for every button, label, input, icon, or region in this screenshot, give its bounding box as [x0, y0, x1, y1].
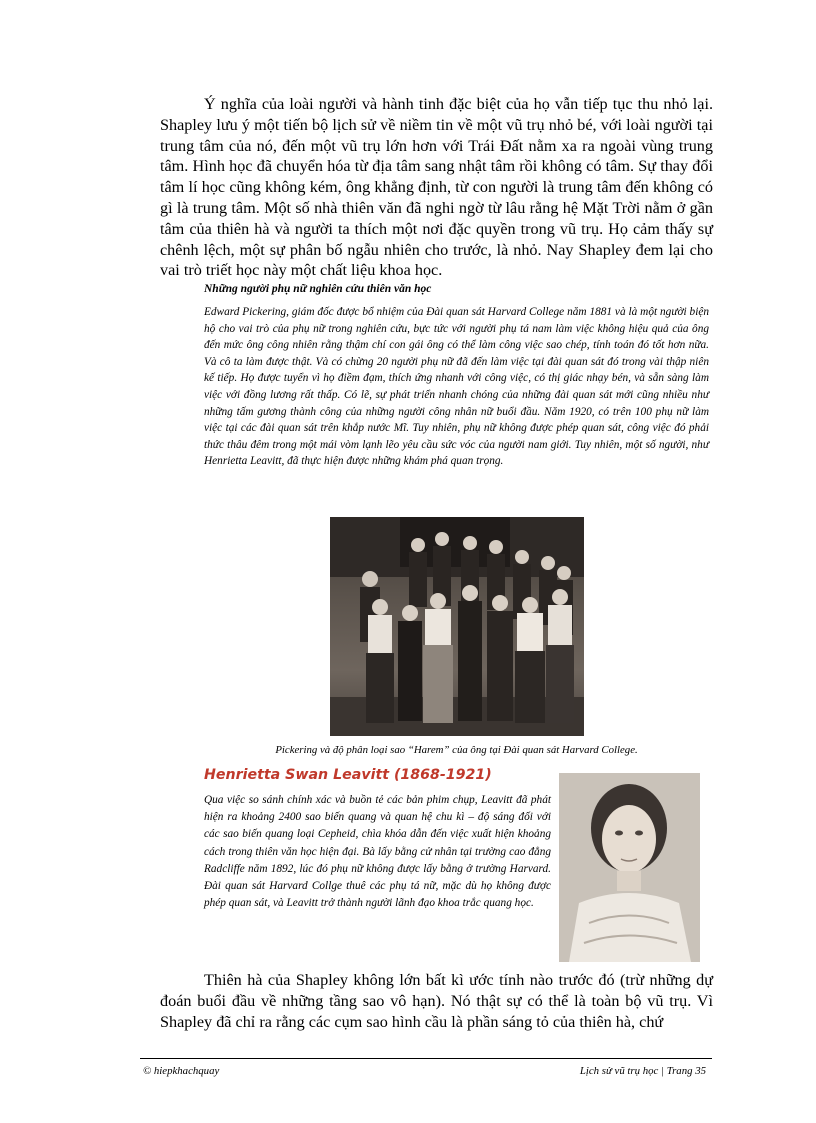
sidebar-title: Những người phụ nữ nghiên cứu thiên văn học	[204, 283, 432, 295]
sidebar-text: Edward Pickering, giám đốc được bổ nhiệm của Đài quan sát Harvard College năm 1881 và là một người biện hộ cho vai trò của phụ nữ trong nghiên cứu, bực tức với người phụ tá nam làm việc không hiệu quả của ông đến mức ông công nhiên rằng thậm chí con gái ông có thể làm công việc sao chép, tính toán đó tốt hơn nữa. Và cô ta làm được thật. Và có chừng 20 người phụ nữ đã đến làm việc tại đài quan sát đó trong vài thập niên kế tiếp. Họ được tuyển vì họ điềm đạm, thích ứng nhanh với công việc, có thị giác nhạy bén, và sẵn sàng làm việc với đồng lương rất thấp. Có lẽ, sự phát triển nhanh chóng của những đài quan sát mới cũng nhiều như những tấm gương thành công của những người công nhân nữ buổi đầu. Năm 1920, có trên 100 phụ nữ làm việc tại các đài quan sát trên khắp nước Mĩ. Tuy nhiên, phụ nữ không được phép quan sát, công việc đó phải thức thâu đêm trong một mái vòm lạnh lẽo yêu cầu sức vóc của người nam giới. Tuy nhiên, một số người, như Henrietta Leavitt, đã thực hiện được những khám phá quan trọng.	[204, 306, 709, 468]
photo-caption: Pickering và độ phân loại sao “Harem” của ông tại Đài quan sát Harvard College.	[275, 744, 638, 756]
portrait-image	[559, 773, 700, 962]
body-paragraph-2: Thiên hà của Shapley không lớn bất kì ước tính nào trước đó (trừ những dự đoán buổi đầu về những tầng sao vô hạn). Nó thật sự có thể là toàn bộ vũ trụ. Vì Shapley đã chỉ ra rằng các cụm sao hình cầu là phần sáng tỏ của thiên hà, chứ	[160, 971, 713, 1031]
footer-divider	[140, 1058, 712, 1059]
footer-copyright: © hiepkhachquay	[143, 1065, 220, 1077]
group-photo	[330, 517, 584, 736]
portrait-photo	[559, 773, 700, 962]
bio-text: Qua việc so sánh chính xác và buồn tẻ các bản phim chụp, Leavitt đã phát hiện ra khoảng 2400 sao biến quang và quan hệ chu kì – độ sáng đối với các sao biến quang loại Cepheid, chìa khóa dẫn đến việc xuất hiện khoảng cách trong thiên văn học hiện đại. Bà lấy bằng cử nhân tại trường cao đẳng Radcliffe năm 1892, lúc đó phụ nữ không được lấy bằng ở trường Harvard. Đài quan sát Harvard Collge thuê các phụ tá nữ, mặc dù họ không được phép quan sát, và Leavitt trở thành người lãnh đạo khoa trắc quang học.	[204, 794, 551, 910]
bio-heading: Henrietta Swan Leavitt (1868-1921)	[204, 767, 492, 783]
group-photo-image	[330, 517, 584, 736]
body-paragraph-1: Ý nghĩa của loài người và hành tinh đặc biệt của họ vẫn tiếp tục thu nhỏ lại. Shapley lưu ý một tiến bộ lịch sử về niềm tin về một vũ trụ nhỏ bé, với loài người tại trung tâm của nó, đến một vũ trụ lớn hơn với Trái Đất nằm xa ra ngoài vùng trung tâm. Hình học đã chuyển hóa từ địa tâm sang nhật tâm rồi không có tâm. Sự thay đổi tâm lí học cũng không kém, ông khẳng định, từ con người là trung tâm đến không có gì là trung tâm. Một số nhà thiên văn đã nghi ngờ từ lâu rằng hệ Mặt Trời nằm ở gần tâm của thiên hà và người ta thích một nơi đặc quyền trong vũ trụ. Họ cảm thấy sự chênh lệch, một sự phân bố ngẫu nhiên cho trước, là nhỏ. Nay Shapley đem lại cho vai trò triết học này một chất liệu khoa học.	[160, 95, 713, 280]
footer-page-info: Lịch sử vũ trụ học | Trang 35	[579, 1065, 706, 1077]
